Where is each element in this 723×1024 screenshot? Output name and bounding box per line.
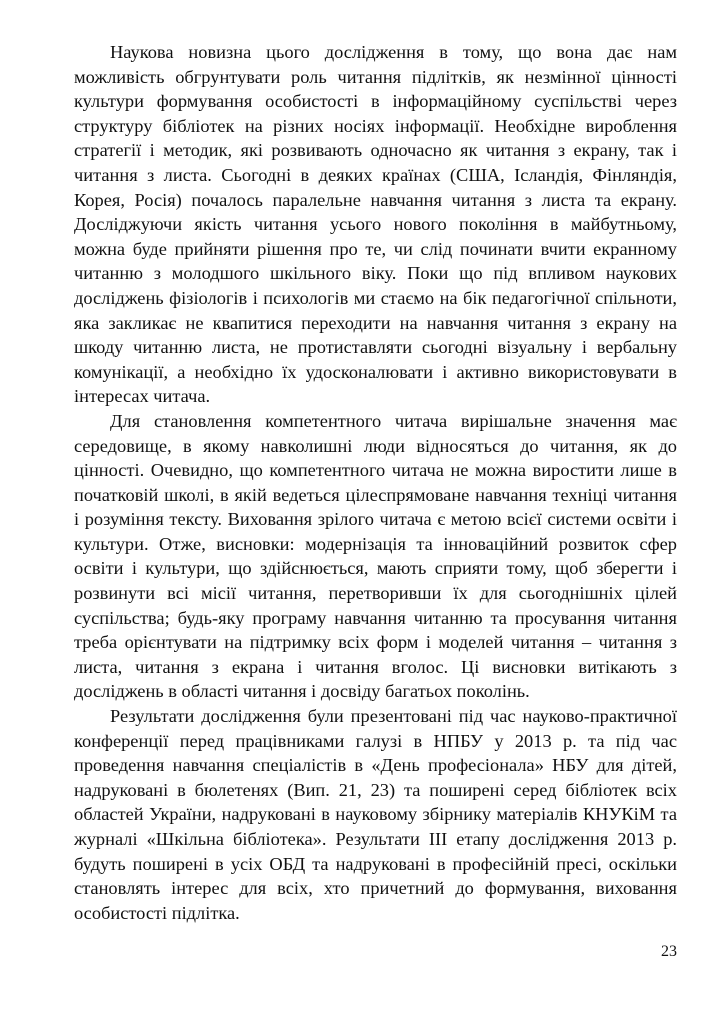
paragraph-novelty: Наукова новизна цього дослідження в тому, що вона дає нам можливість обгрунтувати роль читання підлітків, як незмінної цінності культури формування особистості в інформаційному суспільстві через структуру бібліотек на різних носіях інформації. Необхідне вироблення стратегії і методик, які розвивають одночасно як читання з екрану, так і читання з листа. Сьогодні в деяких країнах (США, Ісландія, Фінляндія, Корея, Росія) почалось паралельне навчання читання з листа та екрану. Досліджуючи якість читання усього нового покоління в майбутньому, можна буде прийняти рішення про те, чи слід починати вчити екранному читанню з молодшого шкільного віку. Поки що під впливом наукових досліджень фізіологів і психологів ми стаємо на бік педагогічної спільноти, яка закликає не квапитися переходити на навчання читання з екрану на шкоду читанню листа, не протиставляти сьогодні візуальну і вербальну комунікації, а необхідно їх удосконалювати і активно використовувати в інтересах читача. [74, 42, 677, 407]
paragraph-competent-reader: Для становлення компетентного читача вирішальне значення має середовище, в якому навколишні люди відносяться до читання, як до цінності. Очевидно, що компетентного читача не можна виростити лише в початковій школі, в якій ведеться цілеспрямоване навчання техніці читання і розуміння тексту. Виховання зрілого читача є метою всієї системи освіти і культури. Отже, висновки: модернізація та інноваційний розвиток сфер освіти і культури, що здійснюється, мають сприяти тому, щоб зберегти і розвинути всі місії читання, перетворивши їх для сьогоднішніх цілей суспільства; будь-яку програму навчання читанню та просування читання треба орієнтувати на підтримку всіх форм і моделей читання – читання з листа, читання з екрана і читання вголос. Ці висновки витікають з досліджень в області читання і досвіду багатьох поколінь. [74, 410, 677, 702]
paragraph-results: Результати дослідження були презентовані під час науково-практичної конференції перед працівниками галузі в НПБУ у 2013 р. та під час проведення навчання спеціалістів в «День професіонала» НБУ для дітей, надруковані в бюлетенях (Вип. 21, 23) та поширені серед бібліотек всіх областей України, надруковані в науковому збірнику матеріалів КНУКіМ та журналі «Шкільна бібліотека». Результати ІІІ етапу дослідження 2013 р. будуть поширені в усіх ОБД та надруковані в професійній пресі, оскільки становлять інтерес для всіх, хто причетний до формування, виховання особистості підлітка. [74, 706, 677, 923]
page-number: 23 [661, 943, 677, 960]
body-text [74, 40, 677, 925]
